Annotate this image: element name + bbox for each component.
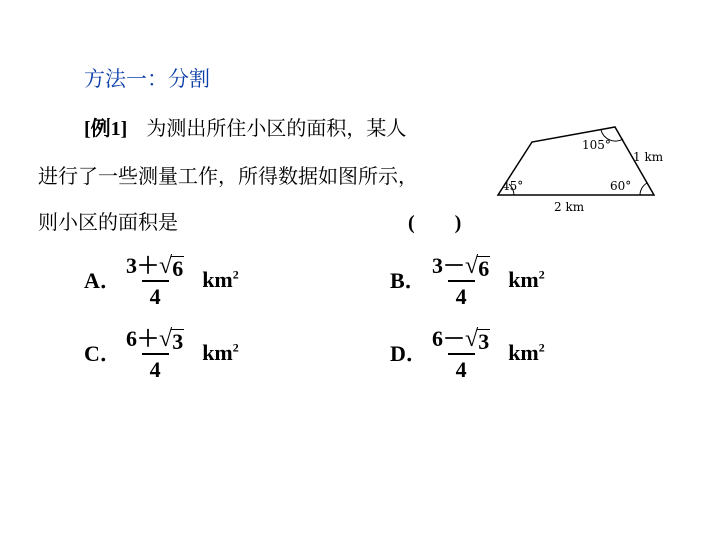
- unit-text: km: [508, 266, 539, 292]
- denominator: 4: [448, 280, 475, 310]
- option-a[interactable]: [84, 249, 239, 310]
- radical-icon: √: [159, 253, 173, 279]
- radicand: 6: [478, 255, 490, 281]
- option-letter: C．: [84, 341, 122, 366]
- option-letter: A．: [84, 268, 122, 293]
- fraction: [428, 322, 494, 383]
- option-d[interactable]: [390, 322, 545, 383]
- option-letter: D．: [390, 341, 428, 366]
- option-b[interactable]: [390, 249, 545, 310]
- section-heading: 方法一：分割: [84, 67, 210, 91]
- unit: [508, 340, 545, 366]
- angle-arc-right: [640, 183, 647, 195]
- numerator-int: 3＋: [126, 253, 160, 278]
- unit-exponent: 2: [232, 340, 239, 355]
- unit-exponent: 2: [538, 340, 545, 355]
- answer-blank: ( ): [408, 212, 462, 234]
- radicand: 3: [172, 328, 184, 354]
- numerator: [428, 249, 494, 280]
- sqrt: [159, 326, 184, 353]
- angle-label-left: 45°: [502, 179, 524, 193]
- numerator: [122, 322, 188, 353]
- side-label-right: 1 km: [633, 150, 664, 164]
- angle-label-top: 105°: [582, 138, 611, 152]
- unit-text: km: [508, 339, 539, 365]
- numerator-int: 6－: [432, 326, 466, 351]
- unit-exponent: 2: [538, 267, 545, 282]
- side-label-bottom: 2 km: [554, 200, 585, 214]
- unit: [508, 267, 545, 293]
- denominator: 4: [142, 280, 169, 310]
- radicand: 3: [478, 328, 490, 354]
- problem-line-1: [84, 112, 406, 141]
- denominator: 4: [448, 353, 475, 383]
- radical-icon: √: [465, 326, 479, 352]
- radical-icon: √: [465, 253, 479, 279]
- sqrt: [159, 253, 184, 280]
- sqrt: [465, 253, 490, 280]
- option-letter: B．: [390, 268, 427, 293]
- fraction: [122, 249, 188, 310]
- numerator: [122, 249, 188, 280]
- numerator-int: 3－: [432, 253, 466, 278]
- numerator-int: 6＋: [126, 326, 160, 351]
- fraction: [122, 322, 188, 383]
- option-c[interactable]: [84, 322, 239, 383]
- problem-line-3: 则小区的面积是: [38, 210, 178, 234]
- problem-text-1: 为测出所住小区的面积，某人: [146, 116, 407, 140]
- angle-label-right: 60°: [610, 179, 632, 193]
- unit-exponent: 2: [232, 267, 239, 282]
- problem-line-2: 进行了一些测量工作，所得数据如图所示，: [38, 164, 418, 188]
- unit: [202, 267, 239, 293]
- denominator: 4: [142, 353, 169, 383]
- radicand: 6: [172, 255, 184, 281]
- unit: [202, 340, 239, 366]
- unit-text: km: [202, 339, 233, 365]
- unit-text: km: [202, 266, 233, 292]
- sqrt: [465, 326, 490, 353]
- numerator: [428, 322, 494, 353]
- fraction: [428, 249, 494, 310]
- quadrilateral-figure: [478, 118, 678, 218]
- example-tag: [例1]: [84, 118, 128, 140]
- radical-icon: √: [159, 326, 173, 352]
